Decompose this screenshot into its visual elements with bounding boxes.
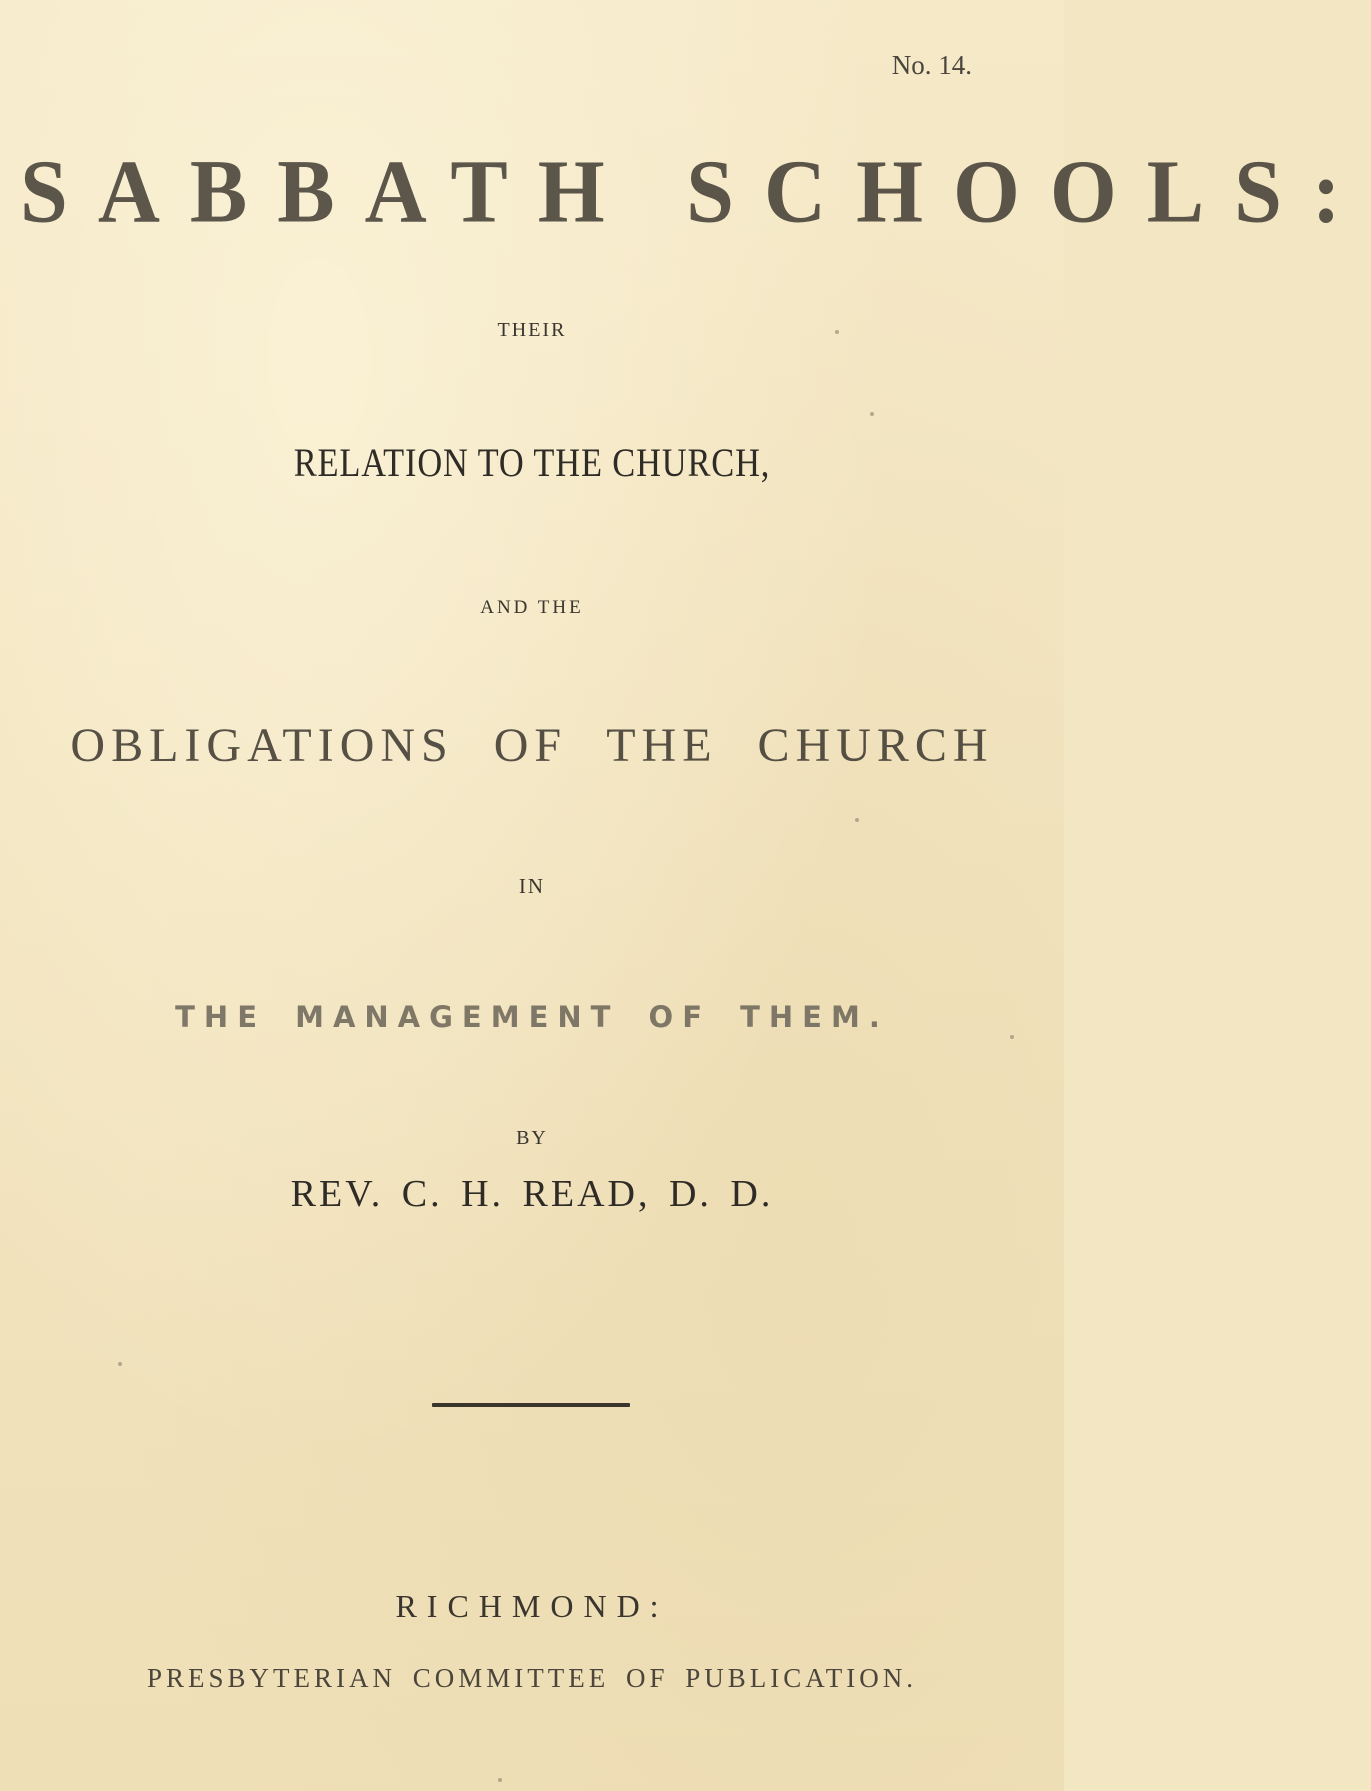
paper-speck <box>855 818 859 822</box>
subtitle-and-the: AND THE <box>480 597 584 618</box>
paper-speck <box>870 412 874 416</box>
subtitle-obligations: OBLIGATIONS OF THE CHURCH <box>70 719 994 772</box>
imprint-publisher: PRESBYTERIAN COMMITTEE OF PUBLICATION. <box>146 1663 918 1693</box>
divider-rule <box>432 1403 630 1407</box>
paper-speck <box>1010 1035 1014 1039</box>
byline-by: BY <box>516 1127 548 1149</box>
paper-speck <box>835 330 839 334</box>
author-name: REV. C. H. READ, D. D. <box>290 1173 774 1215</box>
tract-number: No. 14. <box>891 50 972 80</box>
subtitle-management: THE MANAGEMENT OF THEM. <box>175 1000 889 1034</box>
subtitle-relation: RELATION TO THE CHURCH, <box>293 440 771 485</box>
paper-speck <box>118 1362 122 1366</box>
subtitle-their: THEIR <box>497 319 567 341</box>
imprint-city: RICHMOND: <box>395 1588 669 1624</box>
subtitle-in: IN <box>518 874 546 898</box>
paper-speck <box>498 1778 502 1782</box>
main-title: SABBATH SCHOOLS: <box>20 140 1371 242</box>
